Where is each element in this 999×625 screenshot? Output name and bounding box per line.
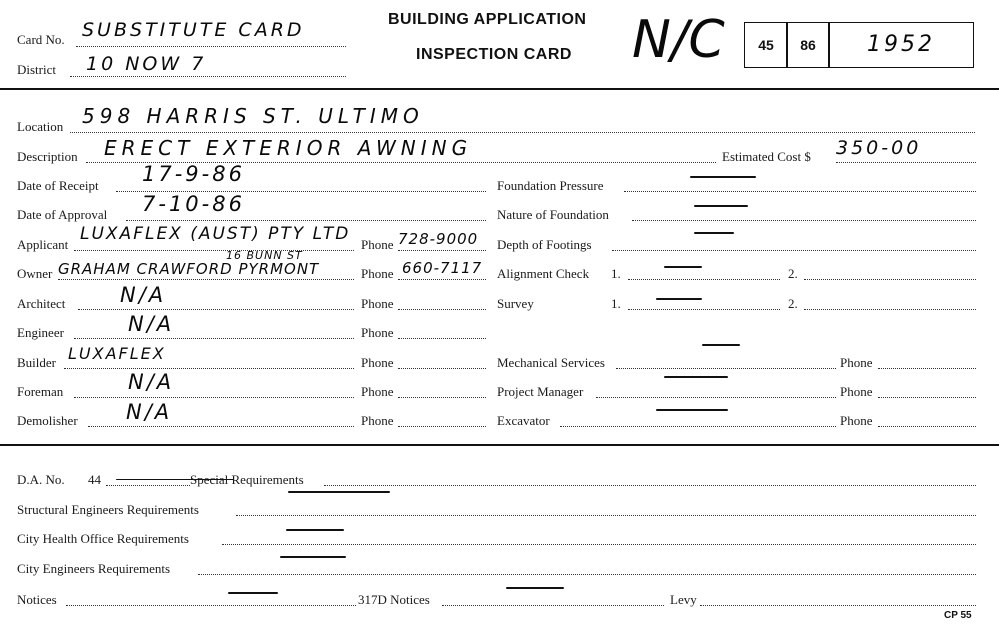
- foreman-phone-dots: [398, 397, 486, 398]
- alignment-check-1-label: 1.: [611, 266, 621, 281]
- depth-of-footings-label: Depth of Footings: [497, 237, 592, 252]
- foreman-dots: [74, 397, 354, 398]
- date-of-approval-value: 7-10-86: [142, 192, 245, 216]
- owner-address-value: 16 BUNN ST: [226, 249, 303, 262]
- levy-label: Levy: [670, 592, 697, 607]
- owner-label: Owner: [17, 266, 53, 281]
- notices-dots: [66, 605, 356, 606]
- foundation-pressure-label: Foundation Pressure: [497, 178, 604, 193]
- project-manager-phone-dots: [878, 397, 976, 398]
- survey-2-dots: [804, 309, 976, 310]
- box-86-text: 86: [800, 37, 816, 53]
- depth-of-footings-dots: [612, 250, 976, 251]
- alignment-check-1-dash: [664, 266, 702, 268]
- demolisher-label: Demolisher: [17, 413, 78, 428]
- architect-dots: [78, 309, 354, 310]
- survey-1-label: 1.: [611, 296, 621, 311]
- owner-value: GRAHAM CRAWFORD PYRMONT: [58, 260, 320, 278]
- mechanical-services-dash: [702, 344, 740, 346]
- card-box-45: [744, 22, 788, 68]
- location-value: 598 HARRIS ST. ULTIMO: [82, 104, 424, 128]
- architect-phone-label: Phone: [361, 296, 394, 311]
- survey-2-label: 2.: [788, 296, 798, 311]
- nature-of-foundation-dots: [632, 220, 976, 221]
- builder-label: Builder: [17, 355, 56, 370]
- owner-dots: [58, 279, 354, 280]
- builder-phone-dots: [398, 368, 486, 369]
- nature-of-foundation-dash: [694, 205, 748, 207]
- card-box-number: [828, 22, 974, 68]
- applicant-value: LUXAFLEX (AUST) PTY LTD: [80, 224, 351, 244]
- engineer-label: Engineer: [17, 325, 64, 340]
- excavator-phone-dots: [878, 426, 976, 427]
- notices-317d-label: 317D Notices: [358, 592, 430, 607]
- applicant-phone-value: 728-9000: [398, 230, 479, 248]
- builder-phone-label: Phone: [361, 355, 394, 370]
- foundation-pressure-dots: [624, 191, 976, 192]
- alignment-check-label: Alignment Check: [497, 266, 590, 281]
- district-dots: [70, 76, 346, 77]
- demolisher-dots: [88, 426, 354, 427]
- nc-mark: N/C: [632, 10, 725, 70]
- description-value: ERECT EXTERIOR AWNING: [104, 136, 473, 160]
- applicant-label: Applicant: [17, 237, 69, 252]
- demolisher-phone-label: Phone: [361, 413, 394, 428]
- da-no-dots: [106, 485, 190, 486]
- architect-label: Architect: [17, 296, 66, 311]
- mechanical-services-dots: [616, 368, 836, 369]
- description-label: Description: [17, 149, 78, 164]
- middle-rule: [0, 444, 999, 446]
- excavator-phone-label: Phone: [840, 413, 873, 428]
- excavator-dash: [656, 409, 728, 411]
- foreman-phone-label: Phone: [361, 384, 394, 399]
- project-manager-phone-label: Phone: [840, 384, 873, 399]
- survey-1-dash: [656, 298, 702, 300]
- city-engineers-label: City Engineers Requirements: [17, 561, 171, 576]
- notices-label: Notices: [17, 592, 57, 607]
- owner-phone-dots: [398, 279, 486, 280]
- project-manager-dash: [664, 376, 728, 378]
- notices-317d-dots: [442, 605, 664, 606]
- structural-engineers-label: Structural Engineers Requirements: [17, 502, 199, 517]
- mechanical-services-phone-label: Phone: [840, 355, 873, 370]
- date-of-approval-label: Date of Approval: [17, 207, 108, 222]
- special-requirements-label: Special Requirements: [190, 472, 304, 487]
- foreman-value: N/A: [128, 370, 175, 394]
- applicant-phone-dots: [398, 250, 486, 251]
- survey-label: Survey: [497, 296, 534, 311]
- notices-317d-dash: [506, 587, 564, 589]
- city-health-dash: [286, 529, 344, 531]
- applicant-dots: [74, 250, 354, 251]
- city-engineers-dots: [198, 574, 976, 575]
- title-line-1: BUILDING APPLICATION: [388, 11, 587, 28]
- mechanical-services-phone-dots: [878, 368, 976, 369]
- city-health-label: City Health Office Requirements: [17, 531, 189, 546]
- foundation-pressure-dash: [690, 176, 756, 178]
- form-code: CP 55: [944, 610, 972, 621]
- structural-engineers-dots: [236, 515, 976, 516]
- estimated-cost-dots: [836, 162, 976, 163]
- estimated-cost-value: 350-00: [836, 137, 922, 159]
- builder-value: LUXAFLEX: [68, 344, 166, 363]
- da-no-label: D.A. No.: [17, 472, 65, 487]
- engineer-phone-label: Phone: [361, 325, 394, 340]
- alignment-check-1-dots: [628, 279, 780, 280]
- district-value: 10 NOW 7: [86, 53, 207, 75]
- city-health-dots: [222, 544, 976, 545]
- date-of-receipt-value: 17-9-86: [142, 162, 245, 186]
- location-dots: [70, 132, 975, 133]
- header-rule: [0, 88, 999, 90]
- demolisher-phone-dots: [398, 426, 486, 427]
- district-label: District: [17, 62, 56, 77]
- builder-dots: [64, 368, 354, 369]
- estimated-cost-label: Estimated Cost $: [722, 149, 811, 164]
- alignment-check-2-label: 2.: [788, 266, 798, 281]
- card-no-value: SUBSTITUTE CARD: [82, 19, 305, 41]
- architect-value: N/A: [120, 283, 167, 307]
- date-of-approval-dots: [126, 220, 486, 221]
- card-no-label: Card No.: [17, 32, 65, 47]
- project-manager-dots: [596, 397, 836, 398]
- owner-phone-value: 660-7117: [402, 259, 483, 277]
- owner-phone-label: Phone: [361, 266, 394, 281]
- box-number-text: 1952: [867, 32, 935, 57]
- box-45-text: 45: [758, 37, 774, 53]
- depth-of-footings-dash: [694, 232, 734, 234]
- alignment-check-2-dots: [804, 279, 976, 280]
- title-line-2: INSPECTION CARD: [416, 46, 572, 63]
- special-requirements-dash: [288, 491, 390, 493]
- foreman-label: Foreman: [17, 384, 64, 399]
- special-requirements-dots: [324, 485, 976, 486]
- mechanical-services-label: Mechanical Services: [497, 355, 605, 370]
- excavator-dots: [560, 426, 836, 427]
- notices-dash: [228, 592, 278, 594]
- applicant-phone-label: Phone: [361, 237, 394, 252]
- date-of-receipt-label: Date of Receipt: [17, 178, 99, 193]
- card-box-86: [786, 22, 830, 68]
- demolisher-value: N/A: [126, 400, 173, 424]
- levy-dots: [700, 605, 976, 606]
- survey-1-dots: [628, 309, 780, 310]
- excavator-label: Excavator: [497, 413, 550, 428]
- city-engineers-dash: [280, 556, 346, 558]
- card-no-dots: [76, 46, 346, 47]
- engineer-dots: [74, 338, 354, 339]
- architect-phone-dots: [398, 309, 486, 310]
- da-no-value: 44: [88, 472, 101, 487]
- engineer-phone-dots: [398, 338, 486, 339]
- location-label: Location: [17, 119, 64, 134]
- engineer-value: N/A: [128, 312, 175, 336]
- project-manager-label: Project Manager: [497, 384, 584, 399]
- nature-of-foundation-label: Nature of Foundation: [497, 207, 609, 222]
